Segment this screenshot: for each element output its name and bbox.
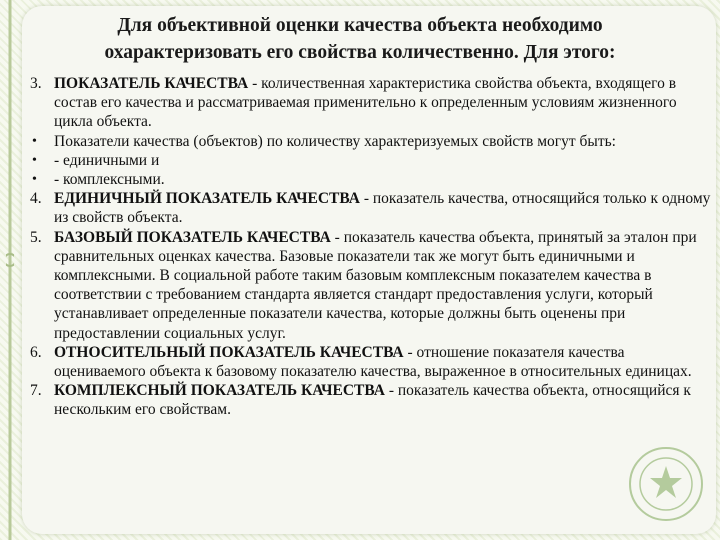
item-number: 4. [30,190,42,208]
title-line-1: Для объективной оценки качества объекта необходимо [117,15,603,36]
list-item-6 [30,343,714,381]
term-pokazatel-kachestva: ПОКАЗАТЕЛЬ КАЧЕСТВА [54,75,249,92]
list-item-bullet [30,132,714,151]
slide-title [30,12,690,66]
item-number: 7. [30,382,42,400]
title-line-2: охарактеризовать его свойства количественно. Для этого: [104,42,616,63]
list-item-3 [30,74,714,132]
item-number: 5. [30,228,42,246]
term-bazovy: БАЗОВЫЙ ПОКАЗАТЕЛЬ КАЧЕСТВА [54,228,331,246]
definition-text: - показатель качества объекта, относящийся к нескольким его свойствам. [54,382,691,419]
bullet-icon: • [32,172,37,188]
list-item-4 [30,189,714,227]
bullet-icon: • [32,133,37,149]
watermark-seal-icon [626,444,706,524]
list-item-7 [30,381,714,419]
item-number: 3. [30,75,42,92]
bullet-icon: • [32,152,37,168]
list-item-5 [30,228,714,343]
term-edinichny: ЕДИНИЧНЫЙ ПОКАЗАТЕЛЬ КАЧЕСТВА [54,190,360,208]
definition-text: - отношение показателя качества оцениваемого объекта к базовому показателю качества, выраженное в относительных единицах. [54,343,692,381]
term-otnositelny: ОТНОСИТЕЛЬНЫЙ ПОКАЗАТЕЛЬ КАЧЕСТВА [54,343,404,361]
term-kompleksny: КОМПЛЕКСНЫЙ ПОКАЗАТЕЛЬ КАЧЕСТВА [54,382,385,400]
decorative-rope [6,0,14,540]
bullet-text: - комплексными. [54,171,165,189]
definition-list [30,74,714,420]
list-item-bullet [30,170,714,189]
bullet-text: Показатели качества (объектов) по количеству характеризуемых свойств могут быть: [54,132,616,150]
list-item-bullet [30,151,714,170]
bullet-text: - единичными и [54,151,160,169]
definition-text: - показатель качества объекта, принятый за эталон при сравнительных оценках качества. Базовые показатели так же могут быть единичными и комплексными. В социальной работе таким базовым комплексным показателем качества в соответствии с требованием стандарта является стандарт предоставления услуги, который устанавливает определенные показатели качества, которые должны быть оценены при предоставлении социальных услуг. [54,228,697,342]
definition-text: - количественная характеристика свойства объекта, входящего в состав его качества и рассматриваемая применительно к определенным условиям жизненного цикла объекта. [54,75,677,131]
item-number: 6. [30,343,42,361]
definition-text: - показатель качества, относящийся только к одному из свойств объекта. [54,190,711,227]
